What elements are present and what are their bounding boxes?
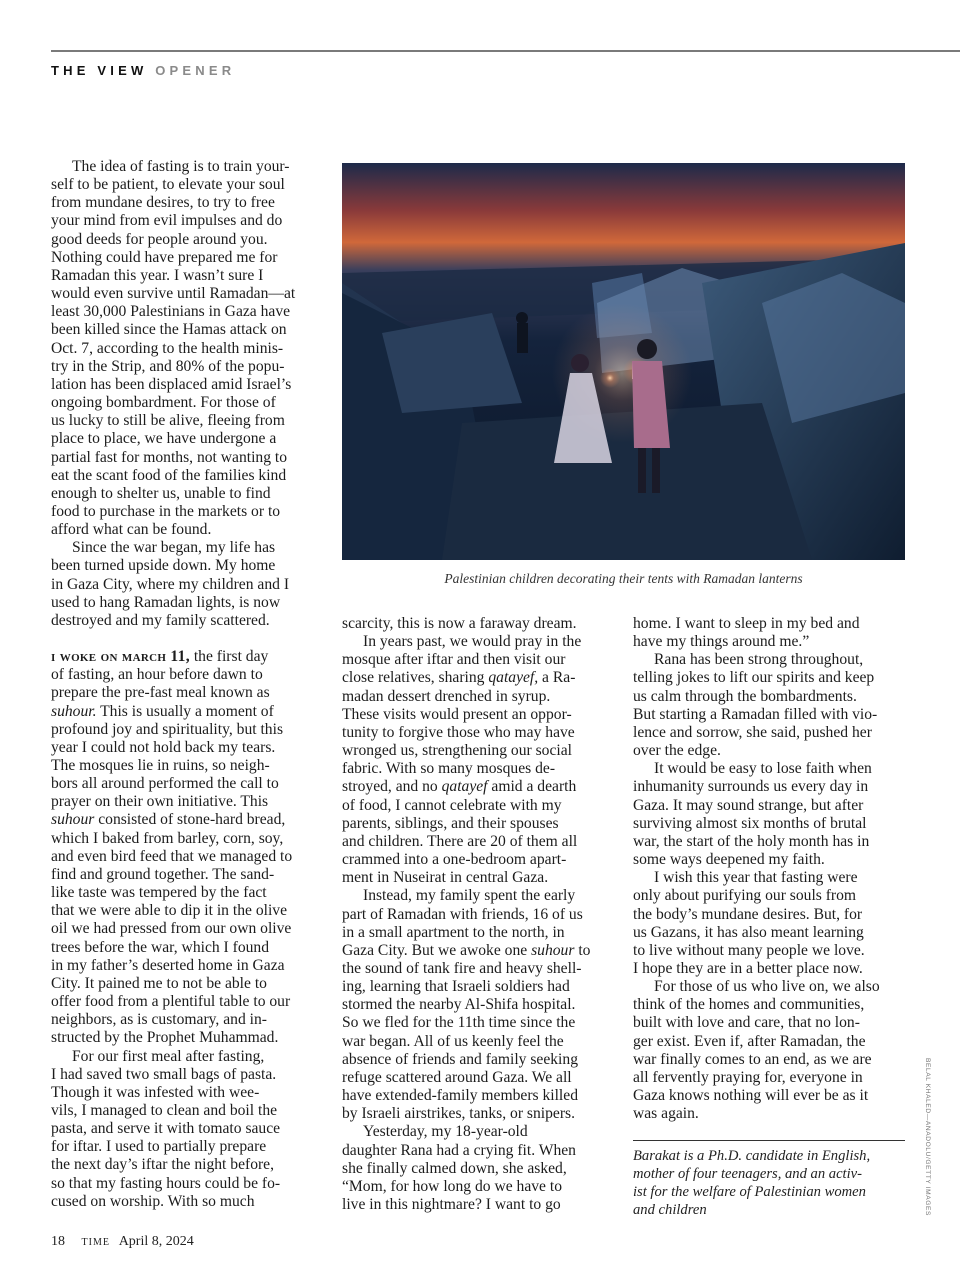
- paragraph-text: the first day of fasting, an hour before dawn to prepare the pre-fast meal known as: [51, 648, 270, 702]
- article-photo: [342, 163, 905, 560]
- paragraph-text: Instead, my family spent the early part of Ramadan with friends, 16 of us in a small apartment to the north, in Gaza City. But we awoke one: [342, 887, 583, 959]
- issue-date: April 8, 2024: [118, 1234, 194, 1249]
- paragraph-text: In years past, we would pray in the mosque after iftar and then visit our close relatives, sharing: [342, 633, 582, 687]
- italic-text: qatayef,: [488, 669, 539, 687]
- author-bio: Barakat is a Ph.D. candidate in English, mother of four teenagers, and an activ- ist for the welfare of Palestinian women and children: [633, 1148, 871, 1218]
- article-column-2: [342, 615, 617, 1214]
- paragraph-text: This is usually a moment of profound joy and spirituality, but this year I could not hold back my tears. The mosques lie in ruins, so neigh- bors all around performed the call to prayer on their own initiative. This: [51, 702, 284, 811]
- section-label: THE VIEW: [51, 63, 148, 78]
- paragraph-text: The idea of fasting is to train your- self to be patient, to elevate your soul from mundane desires, to try to free your mind from evil impulses and do good deeds for people around you. Nothing could have prepared me for Ramadan this year. I wasn’t sure I would even survive until Ramadan—at least 30,000 Palestinians in Gaza have been killed since the Hamas attack on Oct. 7, according to the health minis- try in the Strip, and 80% of the popu- lation has been displaced amid Israel’s ongoing bombardment. For those of us lucky to still be alive, fleeing from place to place, we have undergone a partial fast for months, not wanting to eat the scant food of the families kind enough to shelter us, unable to find food to purchase in the markets or to afford what can be found.: [51, 158, 296, 539]
- article-paragraph: [342, 887, 617, 1123]
- photo-illustration: [342, 163, 905, 560]
- article-paragraph: [51, 158, 326, 539]
- subsection-label: OPENER: [155, 63, 236, 78]
- paragraph-text: a Ra- madan dessert drenched in syrup. These visits would present an oppor- tunity to forgive those who may have wronged us, strengthening our social fabric. With so many mosques de- stroyed, and no: [342, 669, 576, 796]
- paragraph-text: home. I want to sleep in my bed and have my things around me.”: [633, 615, 860, 651]
- article-paragraph: [342, 633, 617, 887]
- article-column-3: [633, 615, 908, 1123]
- article-paragraph: [51, 539, 326, 630]
- paragraph-text: I wish this year that fasting were only about purifying our souls from the body’s mundane desires. But, for us Gazans, it has also meant learning to live without many people we love. I hope they are in a better place now.: [633, 869, 865, 977]
- article-paragraph: [633, 869, 908, 978]
- paragraph-text: to the sound of tank fire and heavy shell- ing, learning that Israeli soldiers had stormed the nearby Al-Shifa hospital. So we fled for the 11th time since the war began. All of us keenly feel the absence of friends and family seeking refuge scattered around Gaza. We all have extended-family members killed by Israeli airstrikes, tanks, or snipers.: [342, 941, 591, 1123]
- article-paragraph: [342, 615, 617, 633]
- page-number: 18: [51, 1234, 65, 1249]
- paragraph-text: Rana has been strong throughout, telling jokes to lift our spirits and keep us calm through the bombardments. But starting a Ramadan filled with vio- lence and sorrow, she said, pushed her over the edge.: [633, 651, 878, 760]
- photo-credit: [921, 1058, 933, 1228]
- page-footer: [51, 1234, 194, 1250]
- article-paragraph: [51, 1048, 326, 1211]
- section-lead-in: i woke on march 11,: [51, 648, 190, 666]
- italic-text: suhour: [531, 941, 575, 959]
- paragraph-text: For our first meal after fasting, I had saved two small bags of pasta. Though it was infested with wee- vils, I managed to clean and boil the pasta, and serve it with tomato sauce for iftar. I used to partially prepare the next day’s iftar the night before, so that my fasting hours could be fo- cused on worship. With so much: [51, 1047, 281, 1210]
- paragraph-text: scarcity, this is now a faraway dream.: [342, 615, 577, 632]
- article-paragraph: [633, 615, 908, 651]
- paragraph-text: For those of us who live on, we also think of the homes and communities, built with love and care, that no lon- ger exist. Even if, after Ramadan, the war finally comes to an end, as we are all fervently praying for, everyone in Gaza knows nothing will ever be as it was again.: [633, 978, 880, 1123]
- italic-text: qatayef: [441, 778, 488, 796]
- paragraph-text: amid a dearth of food, I cannot celebrate with my parents, siblings, and their spouses and children. There are 20 of them all crammed into a one-bedroom apart- ment in Nuseirat in central Gaza.: [342, 778, 578, 887]
- article-column-1: [51, 158, 326, 1211]
- article-paragraph: [633, 978, 908, 1123]
- article-paragraph: [633, 760, 908, 869]
- bio-divider: [633, 1140, 905, 1141]
- italic-text: suhour.: [51, 702, 97, 720]
- paragraph-text: consisted of stone-hard bread, which I baked from barley, corn, soy, and even bird feed that we managed to find and ground together. The sand- like taste was tempered by the fact that we were able to dip it in the olive oil we had pressed from our own olive trees before the war, which I found in my father’s deserted home in Gaza City. It pained me to not be able to offer food from a plentiful table to our neighbors, as is customary, and in- structed by the Prophet Muhammad.: [51, 811, 293, 1047]
- article-paragraph: [342, 1123, 617, 1214]
- photo-caption: Palestinian children decorating their tents with Ramadan lanterns: [444, 571, 803, 586]
- paragraph-text: It would be easy to lose faith when inhumanity surrounds us every day in Gaza. It may sound strange, but after surviving almost six months of brutal war, the start of the holy month has in some ways deepened my faith.: [633, 760, 872, 869]
- top-rule: [51, 50, 960, 52]
- article-paragraph: [51, 648, 326, 1047]
- article-paragraph: [633, 651, 908, 760]
- paragraph-text: Since the war began, my life has been turned upside down. My home in Gaza City, where my children and I used to hang Ramadan lights, is now destroyed and my family scattered.: [51, 539, 290, 629]
- photo-credit-text: BELAL KHALED—ANADOLU/GETTY IMAGES: [924, 1058, 931, 1216]
- section-header: [51, 63, 235, 78]
- magazine-name: time: [81, 1234, 110, 1249]
- paragraph-text: Yesterday, my 18-year-old daughter Rana had a crying fit. When she finally calmed down, she asked, “Mom, for how long do we have to live in this nightmare? I want to go: [342, 1123, 576, 1213]
- italic-text: suhour: [51, 811, 95, 829]
